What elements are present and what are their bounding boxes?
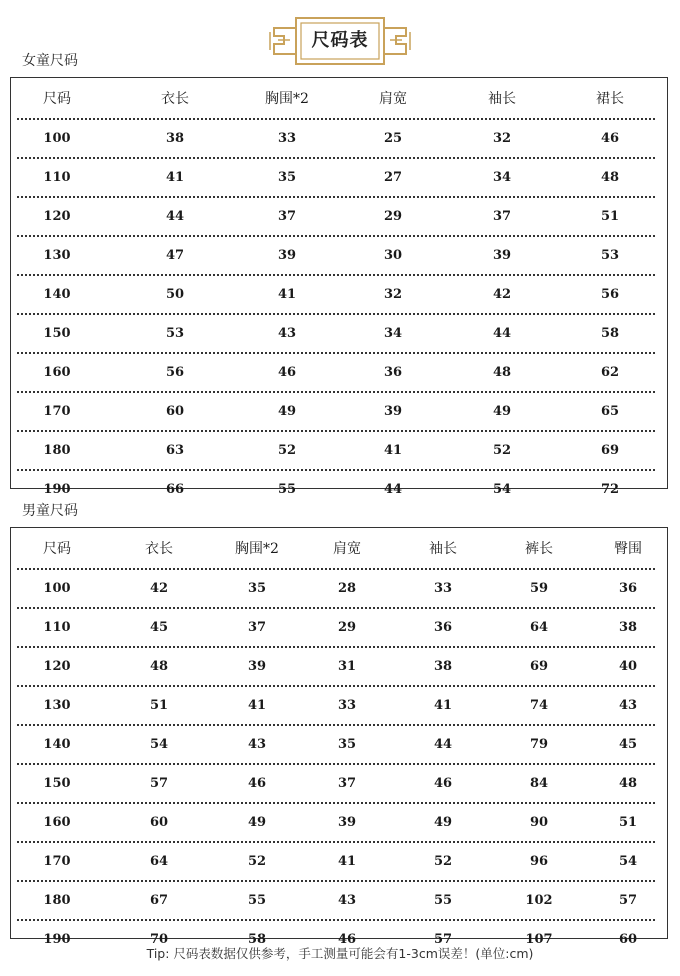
table-cell: 36 (433, 620, 453, 635)
table-row (17, 882, 655, 921)
table-cell: 46 (277, 365, 297, 380)
table-cell: 38 (165, 131, 185, 146)
table-cell: 43 (277, 326, 297, 341)
table-cell: 51 (149, 698, 169, 713)
table-cell: 56 (165, 365, 185, 380)
table-cell: 74 (529, 698, 549, 713)
table-cell: 53 (165, 326, 185, 341)
table-cell: 33 (433, 581, 453, 596)
table-cell: 190 (43, 932, 71, 947)
table-cell: 38 (618, 620, 638, 635)
table-cell: 180 (43, 893, 71, 908)
table-row (17, 765, 655, 804)
table-cell: 60 (618, 932, 638, 947)
table-cell: 44 (383, 482, 403, 497)
table-cell: 52 (492, 443, 512, 458)
table-cell: 45 (149, 620, 169, 635)
table-row (17, 159, 655, 198)
table-cell: 190 (43, 482, 71, 497)
table-cell: 41 (277, 287, 297, 302)
table-cell: 35 (277, 170, 297, 185)
table-cell: 55 (433, 893, 453, 908)
table-cell: 35 (247, 581, 267, 596)
table-cell: 90 (529, 815, 549, 830)
table-cell: 33 (277, 131, 297, 146)
table-cell: 60 (165, 404, 185, 419)
table-cell: 55 (247, 893, 267, 908)
table-cell: 49 (247, 815, 267, 830)
table-cell: 37 (492, 209, 512, 224)
page-title: 尺码表 (311, 30, 369, 51)
table-cell: 48 (492, 365, 512, 380)
column-header: 胸围*2 (235, 541, 279, 557)
table-cell: 140 (43, 737, 71, 752)
table-cell: 110 (43, 170, 71, 185)
table-cell: 39 (383, 404, 403, 419)
table-cell: 48 (618, 776, 638, 791)
title-banner (268, 14, 412, 68)
table-cell: 46 (433, 776, 453, 791)
table-cell: 70 (149, 932, 169, 947)
table-cell: 100 (43, 131, 71, 146)
column-header: 袖长 (488, 91, 516, 107)
table-cell: 107 (525, 932, 553, 947)
table-cell: 64 (529, 620, 549, 635)
table-cell: 64 (149, 854, 169, 869)
table-cell: 43 (247, 737, 267, 752)
table-cell: 49 (492, 404, 512, 419)
table-cell: 62 (600, 365, 620, 380)
table-cell: 180 (43, 443, 71, 458)
table-row (17, 726, 655, 765)
table-cell: 43 (337, 893, 357, 908)
table-cell: 54 (492, 482, 512, 497)
table-cell: 44 (165, 209, 185, 224)
table-cell: 150 (43, 776, 71, 791)
table-cell: 37 (337, 776, 357, 791)
table-row (17, 609, 655, 648)
table-row (17, 471, 655, 508)
column-header: 胸围*2 (265, 91, 309, 107)
table-cell: 47 (165, 248, 185, 263)
table-cell: 41 (165, 170, 185, 185)
table-cell: 32 (383, 287, 403, 302)
table-cell: 49 (277, 404, 297, 419)
table-cell: 39 (492, 248, 512, 263)
table-cell: 30 (383, 248, 403, 263)
table-cell: 37 (247, 620, 267, 635)
table-header-row (17, 78, 655, 120)
table-cell: 170 (43, 404, 71, 419)
table-cell: 170 (43, 854, 71, 869)
boys-size-label: 男童尺码 (22, 503, 78, 519)
table-cell: 42 (492, 287, 512, 302)
table-row (17, 198, 655, 237)
table-row (17, 237, 655, 276)
table-cell: 29 (383, 209, 403, 224)
table-cell: 57 (433, 932, 453, 947)
table-cell: 44 (433, 737, 453, 752)
table-row (17, 432, 655, 471)
table-cell: 40 (618, 659, 638, 674)
table-cell: 44 (492, 326, 512, 341)
table-cell: 45 (618, 737, 638, 752)
tip-note: Tip: 尺码表数据仅供参考，手工测量可能会有1-3cm误差！(单位:cm) (146, 946, 534, 961)
table-cell: 84 (529, 776, 549, 791)
column-header: 肩宽 (333, 541, 361, 557)
table-row (17, 276, 655, 315)
table-cell: 72 (600, 482, 620, 497)
table-cell: 54 (618, 854, 638, 869)
girls-size-table (10, 77, 668, 497)
table-row (17, 393, 655, 432)
table-cell: 35 (337, 737, 357, 752)
table-cell: 59 (529, 581, 549, 596)
table-cell: 38 (433, 659, 453, 674)
table-row (17, 354, 655, 393)
table-cell: 130 (43, 248, 71, 263)
table-cell: 79 (529, 737, 549, 752)
table-row (17, 315, 655, 354)
table-cell: 50 (165, 287, 185, 302)
table-cell: 69 (529, 659, 549, 674)
column-header: 裙长 (596, 91, 624, 107)
table-cell: 46 (247, 776, 267, 791)
table-cell: 28 (337, 581, 357, 596)
table-row (17, 843, 655, 882)
table-cell: 39 (277, 248, 297, 263)
column-header: 臀围 (614, 541, 642, 557)
table-row (17, 570, 655, 609)
table-cell: 56 (600, 287, 620, 302)
table-cell: 69 (600, 443, 620, 458)
table-cell: 102 (525, 893, 553, 908)
table-cell: 60 (149, 815, 169, 830)
table-cell: 29 (337, 620, 357, 635)
table-cell: 140 (43, 287, 71, 302)
table-cell: 57 (618, 893, 638, 908)
table-cell: 39 (247, 659, 267, 674)
table-cell: 96 (529, 854, 549, 869)
table-cell: 46 (337, 932, 357, 947)
table-cell: 66 (165, 482, 185, 497)
table-row (17, 687, 655, 726)
girls-size-label: 女童尺码 (22, 53, 78, 69)
table-cell: 57 (149, 776, 169, 791)
column-header: 尺码 (43, 91, 71, 107)
table-cell: 39 (337, 815, 357, 830)
table-cell: 120 (43, 659, 71, 674)
table-cell: 25 (383, 131, 403, 146)
table-cell: 48 (149, 659, 169, 674)
table-cell: 31 (337, 659, 357, 674)
table-cell: 67 (149, 893, 169, 908)
column-header: 衣长 (161, 91, 189, 107)
table-cell: 160 (43, 365, 71, 380)
table-cell: 33 (337, 698, 357, 713)
table-cell: 36 (383, 365, 403, 380)
table-cell: 110 (43, 620, 71, 635)
table-cell: 49 (433, 815, 453, 830)
table-cell: 52 (277, 443, 297, 458)
column-header: 尺码 (43, 541, 71, 557)
table-row (17, 648, 655, 687)
table-cell: 37 (277, 209, 297, 224)
table-cell: 34 (492, 170, 512, 185)
table-cell: 27 (383, 170, 403, 185)
table-row (17, 120, 655, 159)
table-cell: 53 (600, 248, 620, 263)
table-cell: 36 (618, 581, 638, 596)
table-cell: 150 (43, 326, 71, 341)
table-cell: 160 (43, 815, 71, 830)
table-cell: 48 (600, 170, 620, 185)
column-header: 裤长 (525, 541, 553, 557)
table-cell: 120 (43, 209, 71, 224)
table-cell: 41 (433, 698, 453, 713)
table-cell: 58 (600, 326, 620, 341)
table-cell: 51 (600, 209, 620, 224)
boys-size-table (10, 527, 668, 947)
table-cell: 43 (618, 698, 638, 713)
table-cell: 41 (247, 698, 267, 713)
table-cell: 130 (43, 698, 71, 713)
table-cell: 55 (277, 482, 297, 497)
table-cell: 52 (247, 854, 267, 869)
table-cell: 42 (149, 581, 169, 596)
table-row (17, 804, 655, 843)
column-header: 袖长 (429, 541, 457, 557)
table-header-row (17, 528, 655, 570)
table-cell: 46 (600, 131, 620, 146)
table-cell: 65 (600, 404, 620, 419)
table-cell: 58 (247, 932, 267, 947)
table-cell: 52 (433, 854, 453, 869)
table-cell: 100 (43, 581, 71, 596)
table-cell: 41 (383, 443, 403, 458)
column-header: 肩宽 (379, 91, 407, 107)
table-cell: 34 (383, 326, 403, 341)
table-cell: 32 (492, 131, 512, 146)
table-cell: 54 (149, 737, 169, 752)
table-cell: 41 (337, 854, 357, 869)
column-header: 衣长 (145, 541, 173, 557)
table-cell: 63 (165, 443, 185, 458)
table-cell: 51 (618, 815, 638, 830)
